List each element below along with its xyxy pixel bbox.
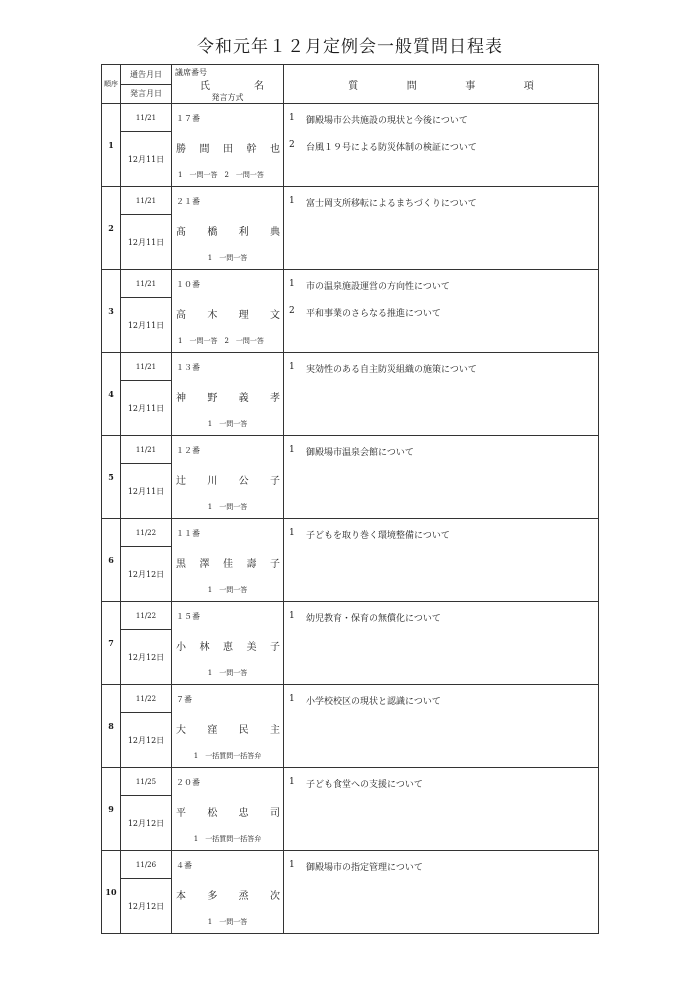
speaker-name [176, 887, 280, 902]
speaker-name [176, 306, 280, 321]
seat-number: １３番 [176, 363, 200, 372]
seat-number: １０番 [176, 280, 200, 289]
speaker-name-char: 佳 [223, 559, 233, 570]
speaker-name [176, 140, 280, 155]
topic-text: 御殿場市温泉会館について [306, 448, 414, 458]
speaker-name-char: 大 [176, 725, 186, 736]
notice-date: 11/21 [121, 104, 171, 132]
speaker-name [176, 389, 280, 404]
speech-date: 12月12日 [127, 818, 165, 828]
order-number: 9 [102, 768, 121, 851]
topics-cell [284, 519, 599, 602]
speaker-name-char: 橋 [207, 227, 218, 238]
seat-number: ４番 [176, 861, 192, 870]
speaker-name-char: 恵 [223, 642, 233, 653]
topic-text: 平和事業のさらなる推進について [306, 309, 441, 319]
speaker-name-char: 子 [269, 476, 280, 487]
speech-mode: 1 一問一答 [207, 254, 248, 262]
question-topic [289, 860, 598, 887]
topics-cell [284, 851, 599, 934]
question-topic [289, 777, 598, 804]
speaker-cell [172, 768, 284, 851]
seat-number: １２番 [176, 446, 200, 455]
seat-number: １５番 [176, 612, 200, 621]
speaker-name-char: 子 [270, 559, 280, 570]
speaker-name-char: 木 [207, 310, 218, 321]
speaker-cell [172, 353, 284, 436]
speaker-name-char: 川 [207, 476, 218, 487]
speech-date: 12月12日 [127, 652, 165, 662]
speaker-name-char: 理 [238, 310, 249, 321]
topics-cell [284, 685, 599, 768]
seat-number: １７番 [176, 114, 200, 123]
dates-cell [121, 270, 172, 353]
speaker-name-char: 忠 [238, 808, 249, 819]
order-number: 5 [102, 436, 121, 519]
topic-text: 子どもを取り巻く環境整備について [306, 531, 450, 541]
speaker-name-char: 也 [270, 144, 280, 155]
topic-number: 1 [289, 611, 295, 621]
speaker-name-char: 野 [207, 393, 218, 404]
topic-number: 1 [289, 777, 295, 787]
speaker-name-char: 澤 [199, 559, 210, 570]
question-topic [289, 611, 598, 638]
speech-mode: 1 一括質問一括答弁 [193, 835, 262, 843]
speaker-name-char: 公 [238, 476, 249, 487]
speaker-cell [172, 104, 284, 187]
header-topic-char: 問 [406, 80, 417, 92]
table-row [102, 602, 599, 685]
seat-number: ７番 [176, 695, 192, 704]
order-number: 8 [102, 685, 121, 768]
table-row [102, 768, 599, 851]
notice-date: 11/21 [121, 270, 171, 298]
header-name-cell [172, 65, 284, 104]
table-row [102, 187, 599, 270]
header-speech-date: 発言月日 [130, 89, 162, 99]
order-number: 7 [102, 602, 121, 685]
topic-number: 1 [289, 362, 295, 372]
speaker-name [176, 638, 280, 653]
question-topic [289, 140, 598, 167]
speech-mode: 1 一括質問一括答弁 [193, 752, 262, 760]
topic-number: 1 [289, 528, 295, 538]
speaker-name-char: 義 [238, 393, 249, 404]
speech-mode: 1 一問一答 [207, 586, 248, 594]
header-topic-char: 項 [523, 80, 534, 92]
speaker-name-char: 神 [176, 393, 186, 404]
speaker-name [176, 721, 280, 736]
dates-cell [121, 519, 172, 602]
notice-date: 11/26 [121, 851, 171, 879]
speech-date: 12月12日 [127, 901, 165, 911]
dates-cell [121, 685, 172, 768]
speaker-name-char: 文 [269, 310, 280, 321]
speaker-name-char: 高 [176, 310, 186, 321]
header-topic-char: 事 [465, 80, 476, 92]
header-order: 順序 [102, 65, 121, 104]
speaker-cell [172, 436, 284, 519]
topic-text: 富士岡支所移転によるまちづくりについて [306, 199, 477, 209]
page-title: 令和元年１２月定例会一般質問日程表 [197, 37, 503, 57]
topic-number: 1 [289, 860, 295, 870]
speech-mode: 1 一問一答 2 一問一答 [178, 171, 264, 179]
notice-date: 11/21 [121, 187, 171, 215]
dates-cell [121, 353, 172, 436]
dates-cell [121, 602, 172, 685]
speaker-cell [172, 187, 284, 270]
topics-cell [284, 353, 599, 436]
seat-number: ２０番 [176, 778, 200, 787]
header-row [102, 65, 599, 104]
dates-cell [121, 768, 172, 851]
speech-mode: 1 一問一答 2 一問一答 [178, 337, 264, 345]
speaker-name-char: 窪 [207, 725, 218, 736]
topic-number: 2 [289, 140, 295, 150]
dates-cell [121, 436, 172, 519]
table-row [102, 519, 599, 602]
speaker-name-char: 典 [269, 227, 280, 238]
speaker-name-char: 孝 [269, 393, 280, 404]
topic-text: 実効性のある自主防災組織の施策について [306, 365, 477, 375]
speech-date: 12月11日 [127, 486, 165, 496]
order-number: 10 [102, 851, 121, 934]
topic-number: 1 [289, 279, 295, 289]
topic-number: 1 [289, 196, 295, 206]
speaker-name-char: 間 [199, 144, 210, 155]
notice-date: 11/22 [121, 685, 171, 713]
order-number: 4 [102, 353, 121, 436]
speaker-name-char: 利 [238, 227, 249, 238]
speaker-name-char: 田 [223, 144, 233, 155]
speaker-name [176, 804, 280, 819]
table-row [102, 685, 599, 768]
table-row [102, 270, 599, 353]
speaker-name-char: 黒 [176, 559, 186, 570]
speaker-name-char: 主 [269, 725, 280, 736]
speaker-name-char: 松 [207, 808, 218, 819]
header-dates [121, 65, 172, 104]
dates-cell [121, 104, 172, 187]
speaker-name-char: 壽 [246, 559, 257, 570]
header-name-char-2: 名 [254, 81, 264, 92]
speaker-name-char: 髙 [176, 227, 186, 238]
question-topic [289, 306, 598, 333]
speech-date: 12月12日 [127, 735, 165, 745]
speech-date: 12月11日 [127, 320, 165, 330]
speech-date: 12月11日 [127, 154, 165, 164]
table-row [102, 104, 599, 187]
header-topic-cell [284, 65, 599, 104]
order-number: 1 [102, 104, 121, 187]
order-number: 2 [102, 187, 121, 270]
speaker-name-char: 司 [269, 808, 280, 819]
topic-text: 小学校校区の現状と認識について [306, 697, 441, 707]
topic-number: 1 [289, 694, 295, 704]
header-notice-date: 通告月日 [121, 65, 171, 85]
order-number: 6 [102, 519, 121, 602]
topic-number: 1 [289, 445, 295, 455]
question-topic [289, 694, 598, 721]
speaker-cell [172, 602, 284, 685]
speaker-cell [172, 270, 284, 353]
question-topic [289, 445, 598, 472]
topics-cell [284, 768, 599, 851]
question-topic [289, 279, 598, 306]
table-row [102, 353, 599, 436]
speech-mode: 1 一問一答 [207, 420, 248, 428]
topic-text: 幼児教育・保育の無償化について [306, 614, 441, 624]
notice-date: 11/22 [121, 602, 171, 630]
speaker-name-char: 辻 [176, 476, 186, 487]
table-row [102, 436, 599, 519]
speaker-cell [172, 685, 284, 768]
speaker-name [176, 472, 280, 487]
topics-cell [284, 270, 599, 353]
topic-text: 台風１９号による防災体制の検証について [306, 143, 477, 153]
notice-date: 11/22 [121, 519, 171, 547]
speaker-name [176, 223, 280, 238]
question-topic [289, 196, 598, 223]
speaker-name [176, 555, 280, 570]
speech-mode: 1 一問一答 [207, 918, 248, 926]
topics-cell [284, 436, 599, 519]
speaker-name-char: 勝 [176, 144, 186, 155]
speaker-name-char: 平 [176, 808, 186, 819]
notice-date: 11/21 [121, 353, 171, 381]
speaker-name-char: 民 [238, 725, 249, 736]
speaker-name-char: 幹 [246, 144, 257, 155]
speaker-name-char: 小 [176, 642, 186, 653]
speaker-name-char: 本 [176, 891, 186, 902]
order-number: 3 [102, 270, 121, 353]
seat-number: １１番 [176, 529, 200, 538]
topics-cell [284, 187, 599, 270]
speech-date: 12月11日 [127, 403, 165, 413]
seat-number: ２１番 [176, 197, 200, 206]
speech-date: 12月11日 [127, 237, 165, 247]
speech-date: 12月12日 [127, 569, 165, 579]
topics-cell [284, 602, 599, 685]
header-seat: 議席番号 [175, 68, 207, 77]
table-row [102, 851, 599, 934]
dates-cell [121, 851, 172, 934]
question-topic [289, 362, 598, 389]
dates-cell [121, 187, 172, 270]
speaker-name-char: 子 [270, 642, 280, 653]
speaker-name-char: 美 [246, 642, 257, 653]
notice-date: 11/21 [121, 436, 171, 464]
header-topic-char: 質 [348, 80, 359, 92]
topic-text: 御殿場市公共施設の現状と今後について [306, 116, 468, 126]
topic-number: 1 [289, 113, 295, 123]
question-topic [289, 528, 598, 555]
speech-mode: 1 一問一答 [207, 503, 248, 511]
header-mode: 発言方式 [211, 93, 244, 102]
topic-text: 御殿場市の指定管理について [306, 863, 423, 873]
speaker-name-char: 多 [207, 891, 218, 902]
topics-cell [284, 104, 599, 187]
speaker-name-char: 林 [199, 642, 210, 653]
question-topic [289, 113, 598, 140]
header-name-char-1: 氏 [200, 81, 210, 92]
speaker-cell [172, 519, 284, 602]
topic-text: 市の温泉施設運営の方向性について [306, 282, 450, 292]
speaker-name-char: 次 [269, 891, 280, 902]
topic-number: 2 [289, 306, 295, 316]
speech-mode: 1 一問一答 [207, 669, 248, 677]
speaker-cell [172, 851, 284, 934]
topic-text: 子ども食堂への支援について [306, 780, 423, 790]
speaker-name-char: 烝 [238, 891, 249, 902]
schedule-table [101, 64, 599, 934]
notice-date: 11/25 [121, 768, 171, 796]
